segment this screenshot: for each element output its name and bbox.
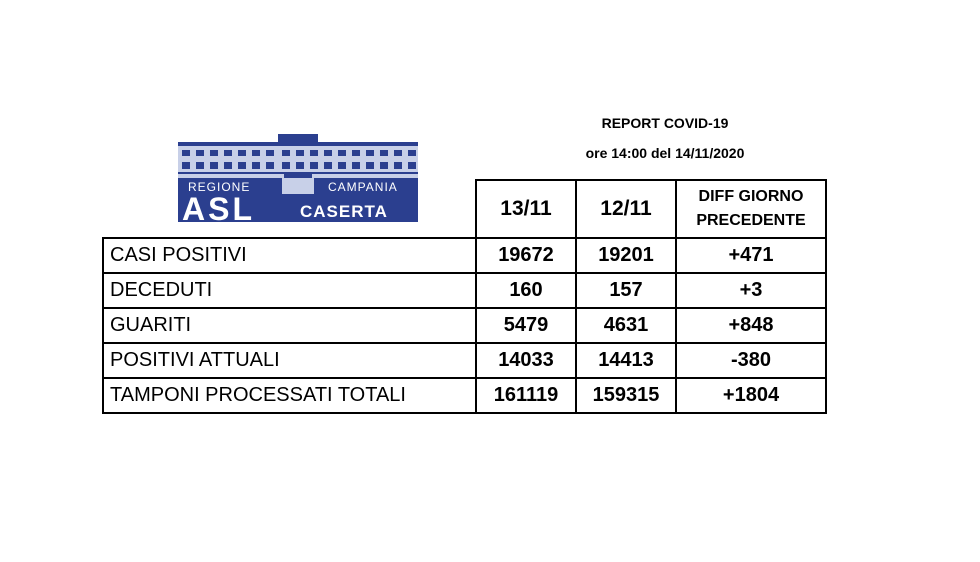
header-diff-line2: PRECEDENTE	[696, 212, 806, 229]
row-current-value: 19672	[476, 238, 576, 273]
row-current-value: 161119	[476, 378, 576, 413]
row-previous-value: 157	[576, 273, 676, 308]
row-current-value: 14033	[476, 343, 576, 378]
row-label: DECEDUTI	[103, 273, 476, 308]
row-diff-value: +471	[676, 238, 826, 273]
row-current-value: 5479	[476, 308, 576, 343]
row-previous-value: 19201	[576, 238, 676, 273]
header-empty-cell	[103, 180, 476, 238]
header-diff-line1: DIFF GIORNO	[698, 188, 804, 205]
table-header-row	[103, 180, 826, 238]
row-diff-value: +848	[676, 308, 826, 343]
row-label: POSITIVI ATTUALI	[103, 343, 476, 378]
table-row	[103, 308, 826, 343]
row-diff-value: +1804	[676, 378, 826, 413]
header-previous-date: 12/11	[576, 180, 676, 238]
logo-region-left: REGIONE	[188, 180, 251, 194]
logo-acronym: ASL	[182, 191, 255, 222]
row-previous-value: 159315	[576, 378, 676, 413]
table-row	[103, 378, 826, 413]
logo-city: CASERTA	[300, 202, 388, 221]
logo-region-right: CAMPANIA	[328, 180, 398, 194]
report-title: REPORT COVID-19	[601, 115, 729, 131]
row-label: TAMPONI PROCESSATI TOTALI	[103, 378, 476, 413]
row-previous-value: 14413	[576, 343, 676, 378]
header-current-date: 13/11	[476, 180, 576, 238]
table-row	[103, 238, 826, 273]
header-diff	[676, 180, 826, 238]
table-row	[103, 343, 826, 378]
table-row	[103, 273, 826, 308]
row-label: GUARITI	[103, 308, 476, 343]
row-diff-value: -380	[676, 343, 826, 378]
row-current-value: 160	[476, 273, 576, 308]
row-diff-value: +3	[676, 273, 826, 308]
row-label: CASI POSITIVI	[103, 238, 476, 273]
row-previous-value: 4631	[576, 308, 676, 343]
covid-report-table	[102, 179, 827, 414]
report-header	[560, 108, 770, 168]
report-subtitle: ore 14:00 del 14/11/2020	[585, 145, 745, 161]
